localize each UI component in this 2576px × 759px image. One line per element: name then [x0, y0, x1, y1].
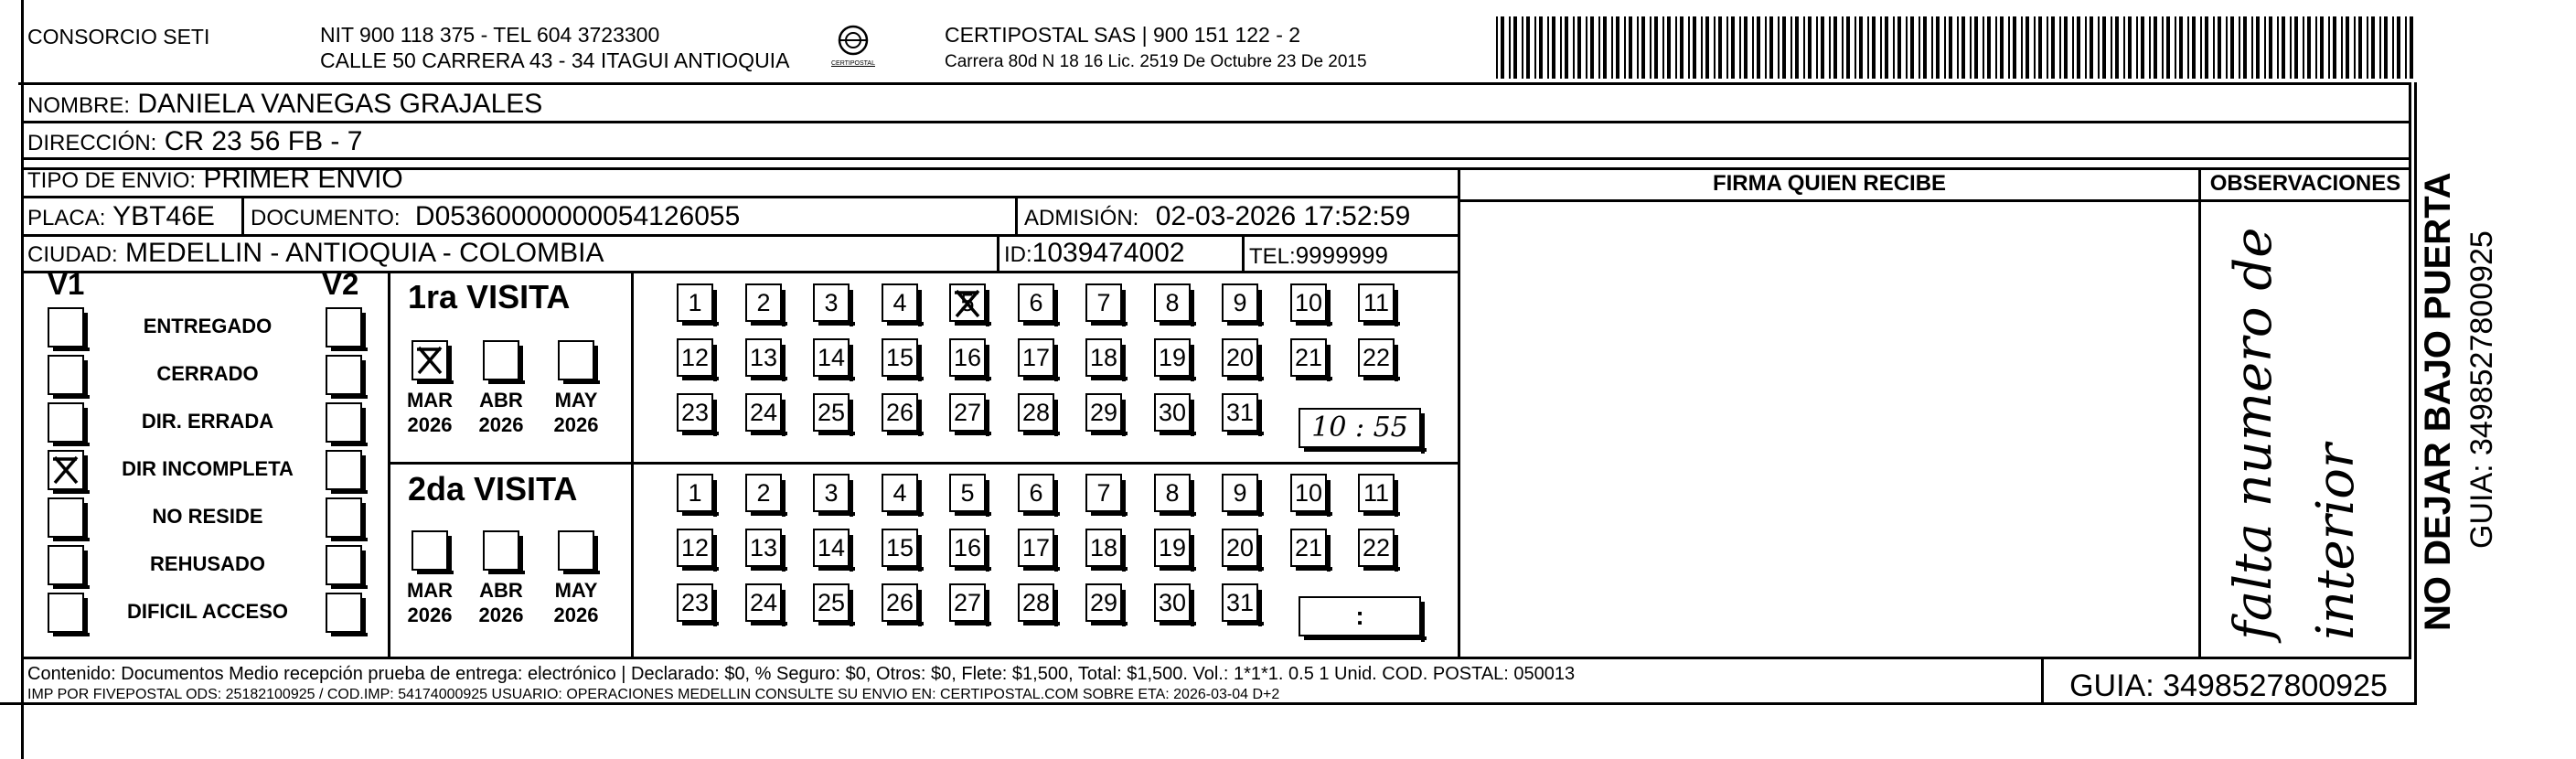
ciudad-label: CIUDAD: — [27, 242, 118, 267]
month-checkbox[interactable] — [483, 530, 519, 571]
day-box[interactable] — [882, 474, 918, 512]
month-name: MAY — [554, 389, 598, 412]
status-label: DIR INCOMPLETA — [122, 457, 294, 480]
v2-checkbox[interactable] — [326, 402, 362, 443]
footer-guia: GUIA: 3498527800925 — [2069, 668, 2388, 703]
documento-value: D05360000000054126055 — [414, 201, 741, 231]
barcode — [1496, 16, 2420, 79]
day-number: 28 — [1021, 398, 1051, 426]
day-number: 26 — [885, 398, 914, 426]
day-box[interactable] — [677, 283, 713, 322]
day-box[interactable] — [813, 583, 850, 622]
day-box[interactable] — [813, 529, 850, 567]
month-year: 2026 — [407, 604, 453, 626]
id-field — [1004, 238, 1185, 271]
direccion-label: DIRECCIÓN: — [27, 131, 157, 155]
day-number: 15 — [885, 533, 914, 561]
v2-checkbox[interactable] — [326, 450, 362, 490]
day-box[interactable] — [1222, 338, 1258, 377]
day-number: 12 — [680, 533, 710, 561]
v2-checkbox[interactable] — [326, 593, 362, 633]
day-box[interactable] — [745, 393, 782, 432]
footer-imp-line: IMP POR FIVEPOSTAL ODS: 25182100925 / COD.IMP: 54174000925 USUARIO: OPERACIONES MEDELLIN CONSULTE SU ENVIO EN: CERTIPOSTAL.COM SOBRE ETA: 2026-03-04 D+2 — [27, 687, 1280, 702]
day-number: 24 — [749, 398, 778, 426]
v2-checkbox[interactable] — [326, 545, 362, 585]
nombre-value: DANIELA VANEGAS GRAJALES — [137, 89, 543, 119]
day-number: 19 — [1158, 343, 1187, 371]
day-box[interactable] — [745, 583, 782, 622]
address-line: CALLE 50 CARRERA 43 - 34 ITAGUI ANTIOQUIA — [320, 48, 790, 72]
month-name: MAR — [406, 579, 454, 602]
day-number: 7 — [1096, 478, 1111, 507]
visit1-time-value: 10 : 55 — [1311, 412, 1408, 444]
day-number: 16 — [953, 343, 982, 371]
v2-checkbox[interactable] — [326, 307, 362, 347]
month-label — [474, 388, 529, 437]
day-box[interactable] — [949, 338, 986, 377]
day-number: 5 — [960, 478, 975, 507]
placa-label: PLACA: — [27, 206, 106, 230]
day-number: 31 — [1225, 588, 1255, 616]
day-number: 8 — [1165, 478, 1180, 507]
day-box[interactable] — [882, 283, 918, 322]
day-number: 23 — [680, 398, 710, 426]
day-box[interactable] — [949, 529, 986, 567]
day-number: 18 — [1089, 533, 1118, 561]
day-box[interactable] — [813, 474, 850, 512]
day-box[interactable] — [1222, 393, 1258, 432]
month-year: 2026 — [553, 413, 599, 436]
certipostal-line: CERTIPOSTAL SAS | 900 151 122 - 2 — [945, 23, 1301, 47]
day-box[interactable] — [1290, 338, 1327, 377]
tipo-envio-row — [27, 164, 403, 197]
day-number: 11 — [1363, 478, 1390, 507]
v1-checkbox[interactable] — [48, 545, 84, 585]
day-box[interactable] — [1154, 283, 1191, 322]
day-number: 24 — [749, 588, 778, 616]
documento-field — [251, 201, 740, 234]
day-box[interactable] — [1085, 529, 1122, 567]
v1-checkbox[interactable] — [48, 355, 84, 395]
direccion-row — [27, 126, 362, 159]
day-number: 21 — [1294, 533, 1323, 561]
day-number: 25 — [817, 588, 846, 616]
frame-left-line — [21, 0, 24, 759]
status-label: NO RESIDE — [152, 505, 263, 528]
day-number: 29 — [1089, 398, 1118, 426]
day-number: 31 — [1225, 398, 1255, 426]
day-box[interactable] — [882, 393, 918, 432]
day-box[interactable] — [1222, 583, 1258, 622]
day-box[interactable] — [1222, 283, 1258, 322]
day-number: 18 — [1089, 343, 1118, 371]
day-number: 16 — [953, 533, 982, 561]
day-number: 28 — [1021, 588, 1051, 616]
day-box[interactable] — [1018, 583, 1054, 622]
day-box[interactable] — [1154, 393, 1191, 432]
day-box[interactable] — [1085, 393, 1122, 432]
footer-contenido: Contenido: Documentos Medio recepción prueba de entrega: electrónico | Declarado: $0, % Seguro: $0, Otros: $0, Flete: $1,500, Total: $1,500. Vol.: 1*1*1. 0.5 1 Unid. COD. POSTAL: 050013 — [27, 664, 1576, 684]
day-number: 13 — [749, 343, 778, 371]
v2-header: V2 — [322, 267, 359, 301]
handwritten-observation: falta numero de interior — [2224, 227, 2366, 640]
month-checkbox[interactable] — [412, 530, 448, 571]
day-number: 14 — [817, 343, 846, 371]
day-number: 12 — [680, 343, 710, 371]
day-number: 6 — [1029, 288, 1043, 316]
day-box[interactable] — [677, 529, 713, 567]
day-box[interactable] — [949, 283, 986, 322]
day-number: 30 — [1158, 588, 1187, 616]
day-box[interactable] — [1085, 283, 1122, 322]
month-checkbox[interactable] — [483, 340, 519, 380]
month-year: 2026 — [407, 413, 453, 436]
month-name: ABR — [479, 389, 523, 412]
month-label — [549, 578, 604, 627]
day-box[interactable] — [813, 393, 850, 432]
no-dejar-bajo-puerta: NO DEJAR BAJO PUERTA — [2418, 172, 2458, 631]
license-line: Carrera 80d N 18 16 Lic. 2519 De Octubre 23 De 2015 — [945, 52, 1367, 71]
admision-value: 02-03-2026 17:52:59 — [1155, 201, 1411, 231]
id-label: ID: — [1004, 242, 1032, 267]
day-number: 15 — [885, 343, 914, 371]
month-label — [402, 388, 457, 437]
day-number: 2 — [756, 478, 771, 507]
day-number: 14 — [817, 533, 846, 561]
admision-field — [1024, 201, 1410, 234]
day-number: 4 — [893, 288, 907, 316]
day-box[interactable] — [677, 583, 713, 622]
day-number: 29 — [1089, 588, 1118, 616]
tel-field — [1249, 240, 1388, 273]
status-label: DIFICIL ACCESO — [126, 600, 288, 623]
direccion-value: CR 23 56 FB - 7 — [164, 126, 363, 156]
v1-checkbox[interactable] — [48, 307, 84, 347]
v1-header: V1 — [48, 267, 85, 301]
day-box[interactable] — [1018, 474, 1054, 512]
day-number: 7 — [1096, 288, 1111, 316]
day-number: 17 — [1021, 343, 1051, 371]
tel-value: 9999999 — [1295, 241, 1388, 269]
day-number: 27 — [953, 398, 982, 426]
day-box[interactable] — [1358, 283, 1395, 322]
day-number: 10 — [1294, 288, 1323, 316]
frame-top-line — [18, 82, 2411, 85]
ciudad-field — [27, 238, 604, 271]
month-name: MAY — [554, 579, 598, 602]
day-number: 21 — [1294, 343, 1323, 371]
day-number: 22 — [1362, 343, 1391, 371]
admision-label: ADMISIÓN: — [1024, 206, 1139, 230]
day-box[interactable] — [949, 583, 986, 622]
day-number: 8 — [1165, 288, 1180, 316]
visit2-time-value: : — [1355, 602, 1364, 630]
day-number: 25 — [817, 398, 846, 426]
status-label: ENTREGADO — [143, 315, 273, 337]
day-box[interactable] — [882, 529, 918, 567]
signature-area[interactable] — [1461, 203, 2196, 655]
day-box[interactable] — [1085, 338, 1122, 377]
day-number: 30 — [1158, 398, 1187, 426]
day-box[interactable] — [882, 338, 918, 377]
day-box[interactable] — [745, 283, 782, 322]
day-number: 20 — [1225, 533, 1255, 561]
v1-checkbox[interactable] — [48, 593, 84, 633]
tipo-envio-label: TIPO DE ENVIO: — [27, 168, 197, 193]
day-number: 13 — [749, 533, 778, 561]
day-box[interactable] — [1018, 338, 1054, 377]
month-year: 2026 — [553, 604, 599, 626]
observaciones-header: OBSERVACIONES — [2209, 171, 2401, 196]
day-box[interactable] — [1018, 529, 1054, 567]
day-number: 4 — [893, 478, 907, 507]
day-number: 20 — [1225, 343, 1255, 371]
certipostal-logo — [827, 22, 880, 75]
month-name: ABR — [479, 579, 523, 602]
firma-header: FIRMA QUIEN RECIBE — [1712, 171, 1947, 196]
day-number: 22 — [1362, 533, 1391, 561]
documento-label: DOCUMENTO: — [251, 206, 401, 230]
day-number: 3 — [824, 288, 839, 316]
v1-checkbox[interactable] — [48, 450, 84, 490]
day-box[interactable] — [813, 283, 850, 322]
day-number: 11 — [1363, 288, 1390, 316]
day-box[interactable] — [677, 474, 713, 512]
day-number: 3 — [824, 478, 839, 507]
day-box[interactable] — [1154, 474, 1191, 512]
visit2-title: 2da VISITA — [408, 470, 578, 508]
visit1-time-box[interactable] — [1299, 408, 1421, 448]
day-box[interactable] — [677, 393, 713, 432]
month-label — [402, 578, 457, 627]
visit1-title: 1ra VISITA — [408, 278, 571, 315]
v1-checkbox[interactable] — [48, 497, 84, 538]
day-number: 26 — [885, 588, 914, 616]
day-box[interactable] — [1085, 583, 1122, 622]
status-label: REHUSADO — [150, 552, 265, 575]
month-year: 2026 — [478, 413, 524, 436]
day-number: 6 — [1029, 478, 1043, 507]
day-box[interactable] — [1154, 583, 1191, 622]
id-value: 1039474002 — [1031, 238, 1185, 268]
day-number: 1 — [688, 288, 702, 316]
v2-checkbox[interactable] — [326, 355, 362, 395]
day-box[interactable] — [1290, 283, 1327, 322]
day-number: 9 — [1233, 288, 1247, 316]
nombre-row — [27, 89, 542, 122]
month-checkbox[interactable] — [412, 340, 448, 380]
day-number: 9 — [1233, 478, 1247, 507]
side-guia: GUIA: 3498527800925 — [2464, 230, 2499, 549]
day-box[interactable] — [1358, 338, 1395, 377]
day-box[interactable] — [745, 474, 782, 512]
v2-checkbox[interactable] — [326, 497, 362, 538]
day-number: 2 — [756, 288, 771, 316]
day-box[interactable] — [1154, 338, 1191, 377]
day-number: 23 — [680, 588, 710, 616]
day-box[interactable] — [1154, 529, 1191, 567]
placa-value: YBT46E — [112, 201, 215, 231]
day-number: 17 — [1021, 533, 1051, 561]
month-label — [474, 578, 529, 627]
ciudad-value: MEDELLIN - ANTIOQUIA - COLOMBIA — [125, 238, 604, 268]
tel-label: TEL: — [1249, 244, 1296, 269]
status-label: DIR. ERRADA — [141, 410, 274, 433]
nit-line: NIT 900 118 375 - TEL 604 3723300 — [320, 23, 660, 47]
day-box[interactable] — [813, 338, 850, 377]
day-box[interactable] — [1085, 474, 1122, 512]
month-checkbox[interactable] — [558, 530, 594, 571]
day-box[interactable] — [1358, 474, 1395, 512]
logo-text: CERTIPOSTAL — [831, 60, 875, 67]
company-name: CONSORCIO SETI — [27, 25, 210, 48]
month-checkbox[interactable] — [558, 340, 594, 380]
tipo-envio-value: PRIMER ENVIO — [203, 164, 403, 194]
day-box[interactable] — [745, 529, 782, 567]
month-year: 2026 — [478, 604, 524, 626]
day-box[interactable] — [1018, 393, 1054, 432]
day-box[interactable] — [745, 338, 782, 377]
day-box[interactable] — [949, 474, 986, 512]
day-number: 5 — [960, 288, 975, 316]
day-number: 19 — [1158, 533, 1187, 561]
day-box[interactable] — [1358, 529, 1395, 567]
day-box[interactable] — [1018, 283, 1054, 322]
month-label — [549, 388, 604, 437]
day-box[interactable] — [1290, 474, 1327, 512]
day-number: 27 — [953, 588, 982, 616]
placa-field — [27, 201, 215, 234]
status-label: CERRADO — [156, 362, 259, 385]
day-box[interactable] — [882, 583, 918, 622]
day-box[interactable] — [1222, 474, 1258, 512]
day-box[interactable] — [677, 338, 713, 377]
day-box[interactable] — [949, 393, 986, 432]
day-box[interactable] — [1290, 529, 1327, 567]
day-box[interactable] — [1222, 529, 1258, 567]
month-name: MAR — [406, 389, 454, 412]
visit2-time-box[interactable] — [1299, 596, 1421, 636]
day-number: 1 — [688, 478, 702, 507]
day-number: 10 — [1294, 478, 1323, 507]
v1-checkbox[interactable] — [48, 402, 84, 443]
nombre-label: NOMBRE: — [27, 93, 131, 118]
